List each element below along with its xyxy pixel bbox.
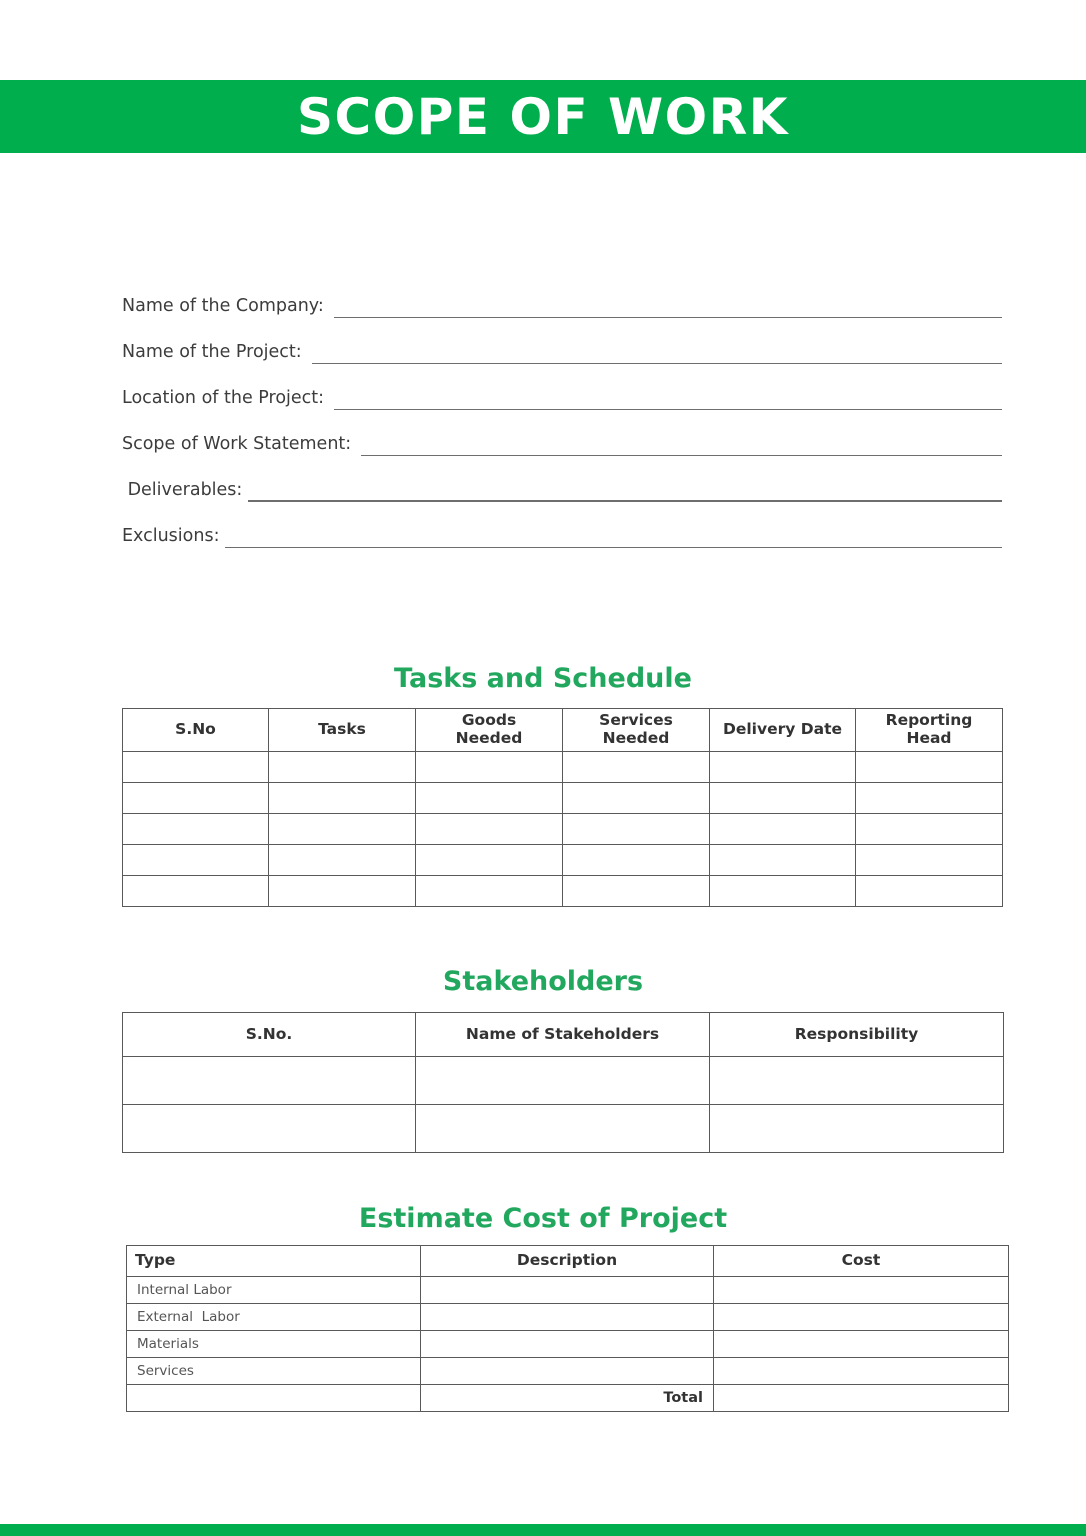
- column-header-cost: Cost: [714, 1246, 1009, 1277]
- header-line: Delivery Date: [722, 719, 842, 738]
- cell-reporting-head[interactable]: [856, 782, 1003, 813]
- column-header-tasks: [269, 709, 416, 752]
- section-heading-estimate-cost-of-project: Estimate Cost of Project: [358, 1203, 728, 1234]
- table-header-row: [123, 709, 1003, 752]
- cell-sno[interactable]: [123, 813, 269, 844]
- column-header-name-of-stakeholders: Name of Stakeholders: [416, 1013, 710, 1057]
- input-deliverables[interactable]: [248, 500, 1002, 502]
- header-line: Head: [906, 728, 952, 747]
- column-header-type: Type: [127, 1246, 421, 1277]
- input-project-name[interactable]: [312, 363, 1002, 364]
- input-exclusions[interactable]: [225, 547, 1002, 548]
- table-row: [123, 875, 1003, 906]
- table-header-row: [123, 1013, 1004, 1057]
- table-row: [127, 1331, 1009, 1358]
- form-row-company: [122, 272, 1002, 318]
- form-row-deliverables: [122, 456, 1002, 502]
- input-company-name[interactable]: [334, 317, 1002, 318]
- cell-services-needed[interactable]: [563, 782, 710, 813]
- cell-services-needed[interactable]: [563, 751, 710, 782]
- table-row: [123, 813, 1003, 844]
- cell-cost[interactable]: [714, 1277, 1009, 1304]
- label-project-name: Name of the Project:: [122, 341, 302, 362]
- cell-services-needed[interactable]: [563, 844, 710, 875]
- table-row: [127, 1358, 1009, 1385]
- project-info-form: [122, 272, 1002, 548]
- document-footer-bar: [0, 1524, 1086, 1536]
- label-deliverables: Deliverables:: [122, 479, 243, 500]
- cell-type-services: Services: [127, 1358, 421, 1385]
- cell-type-internal-labor: Internal Labor: [127, 1277, 421, 1304]
- label-scope-statement: Scope of Work Statement:: [122, 433, 352, 454]
- cost-table-body: [127, 1277, 1009, 1412]
- table-header-row: [127, 1246, 1009, 1277]
- form-row-scope-statement: [122, 410, 1002, 456]
- input-project-location[interactable]: [334, 409, 1002, 410]
- cell-description[interactable]: [421, 1358, 714, 1385]
- section-heading-stakeholders: Stakeholders: [442, 966, 644, 997]
- header-line: Services: [599, 711, 673, 729]
- cell-description[interactable]: [421, 1304, 714, 1331]
- cell-goods-needed[interactable]: [416, 813, 563, 844]
- cell-responsibility[interactable]: [710, 1057, 1004, 1105]
- column-header-sno: S.No.: [123, 1013, 416, 1057]
- cell-reporting-head[interactable]: [856, 751, 1003, 782]
- cell-delivery-date[interactable]: [710, 813, 856, 844]
- cell-description[interactable]: [421, 1277, 714, 1304]
- cell-goods-needed[interactable]: [416, 782, 563, 813]
- cell-services-needed[interactable]: [563, 813, 710, 844]
- cell-sno[interactable]: [123, 782, 269, 813]
- cell-cost[interactable]: [714, 1304, 1009, 1331]
- cell-goods-needed[interactable]: [416, 875, 563, 906]
- cell-sno[interactable]: [123, 1057, 416, 1105]
- cell-description[interactable]: [421, 1331, 714, 1358]
- label-project-location: Location of the Project:: [122, 387, 325, 408]
- column-header-delivery-date: [710, 709, 856, 752]
- cell-sno[interactable]: [123, 751, 269, 782]
- cell-responsibility[interactable]: [710, 1105, 1004, 1153]
- cell-sno[interactable]: [123, 844, 269, 875]
- stakeholders-table: [122, 1012, 1004, 1153]
- document-title: SCOPE OF WORK: [297, 87, 789, 146]
- form-row-exclusions: [122, 502, 1002, 548]
- cell-cost[interactable]: [714, 1331, 1009, 1358]
- cell-sno[interactable]: [123, 875, 269, 906]
- table-row-total: [127, 1385, 1009, 1412]
- column-header-services-needed: [563, 709, 710, 752]
- cell-delivery-date[interactable]: [710, 751, 856, 782]
- table-row: [123, 782, 1003, 813]
- table-row: [123, 751, 1003, 782]
- input-scope-statement[interactable]: [361, 455, 1002, 456]
- header-line: Needed: [455, 728, 523, 747]
- label-total: Total: [421, 1385, 714, 1412]
- form-row-project-name: [122, 318, 1002, 364]
- form-row-project-location: [122, 364, 1002, 410]
- section-heading-tasks-and-schedule: Tasks and Schedule: [394, 663, 692, 694]
- header-line: S.No: [175, 719, 216, 738]
- cell-delivery-date[interactable]: [710, 875, 856, 906]
- header-line: Reporting: [885, 711, 973, 729]
- header-line: Tasks: [318, 719, 366, 738]
- cell-tasks[interactable]: [269, 875, 416, 906]
- document-banner: [0, 80, 1086, 153]
- cell-cost[interactable]: [714, 1358, 1009, 1385]
- column-header-sno: [123, 709, 269, 752]
- cell-type-external-labor: External Labor: [127, 1304, 421, 1331]
- table-row: [123, 1057, 1004, 1105]
- cell-reporting-head[interactable]: [856, 844, 1003, 875]
- column-header-description: Description: [421, 1246, 714, 1277]
- cell-tasks[interactable]: [269, 751, 416, 782]
- column-header-goods-needed: [416, 709, 563, 752]
- column-header-reporting-head: [856, 709, 1003, 752]
- cell-delivery-date[interactable]: [710, 782, 856, 813]
- header-line: Goods: [461, 711, 517, 729]
- cell-type-materials: Materials: [127, 1331, 421, 1358]
- cell-tasks[interactable]: [269, 844, 416, 875]
- table-row: [123, 844, 1003, 875]
- cell-total-value[interactable]: [714, 1385, 1009, 1412]
- cell-stakeholder-name[interactable]: [416, 1057, 710, 1105]
- cell-tasks[interactable]: [269, 813, 416, 844]
- cell-tasks[interactable]: [269, 782, 416, 813]
- cell-goods-needed[interactable]: [416, 844, 563, 875]
- table-row: [123, 1105, 1004, 1153]
- tasks-table-body: [123, 751, 1003, 906]
- cell-sno[interactable]: [123, 1105, 416, 1153]
- cell-goods-needed[interactable]: [416, 751, 563, 782]
- tasks-and-schedule-table: [122, 708, 1003, 907]
- header-line: Needed: [602, 728, 670, 747]
- label-company-name: Name of the Company:: [122, 295, 324, 316]
- stakeholders-table-body: [123, 1057, 1004, 1153]
- cell-reporting-head[interactable]: [856, 813, 1003, 844]
- cell-stakeholder-name[interactable]: [416, 1105, 710, 1153]
- label-exclusions: Exclusions:: [122, 525, 220, 546]
- cell-total-empty: [127, 1385, 421, 1412]
- table-row: [127, 1304, 1009, 1331]
- estimate-cost-table: [126, 1245, 1009, 1412]
- cell-reporting-head[interactable]: [856, 875, 1003, 906]
- cell-delivery-date[interactable]: [710, 844, 856, 875]
- column-header-responsibility: Responsibility: [710, 1013, 1004, 1057]
- cell-services-needed[interactable]: [563, 875, 710, 906]
- table-row: [127, 1277, 1009, 1304]
